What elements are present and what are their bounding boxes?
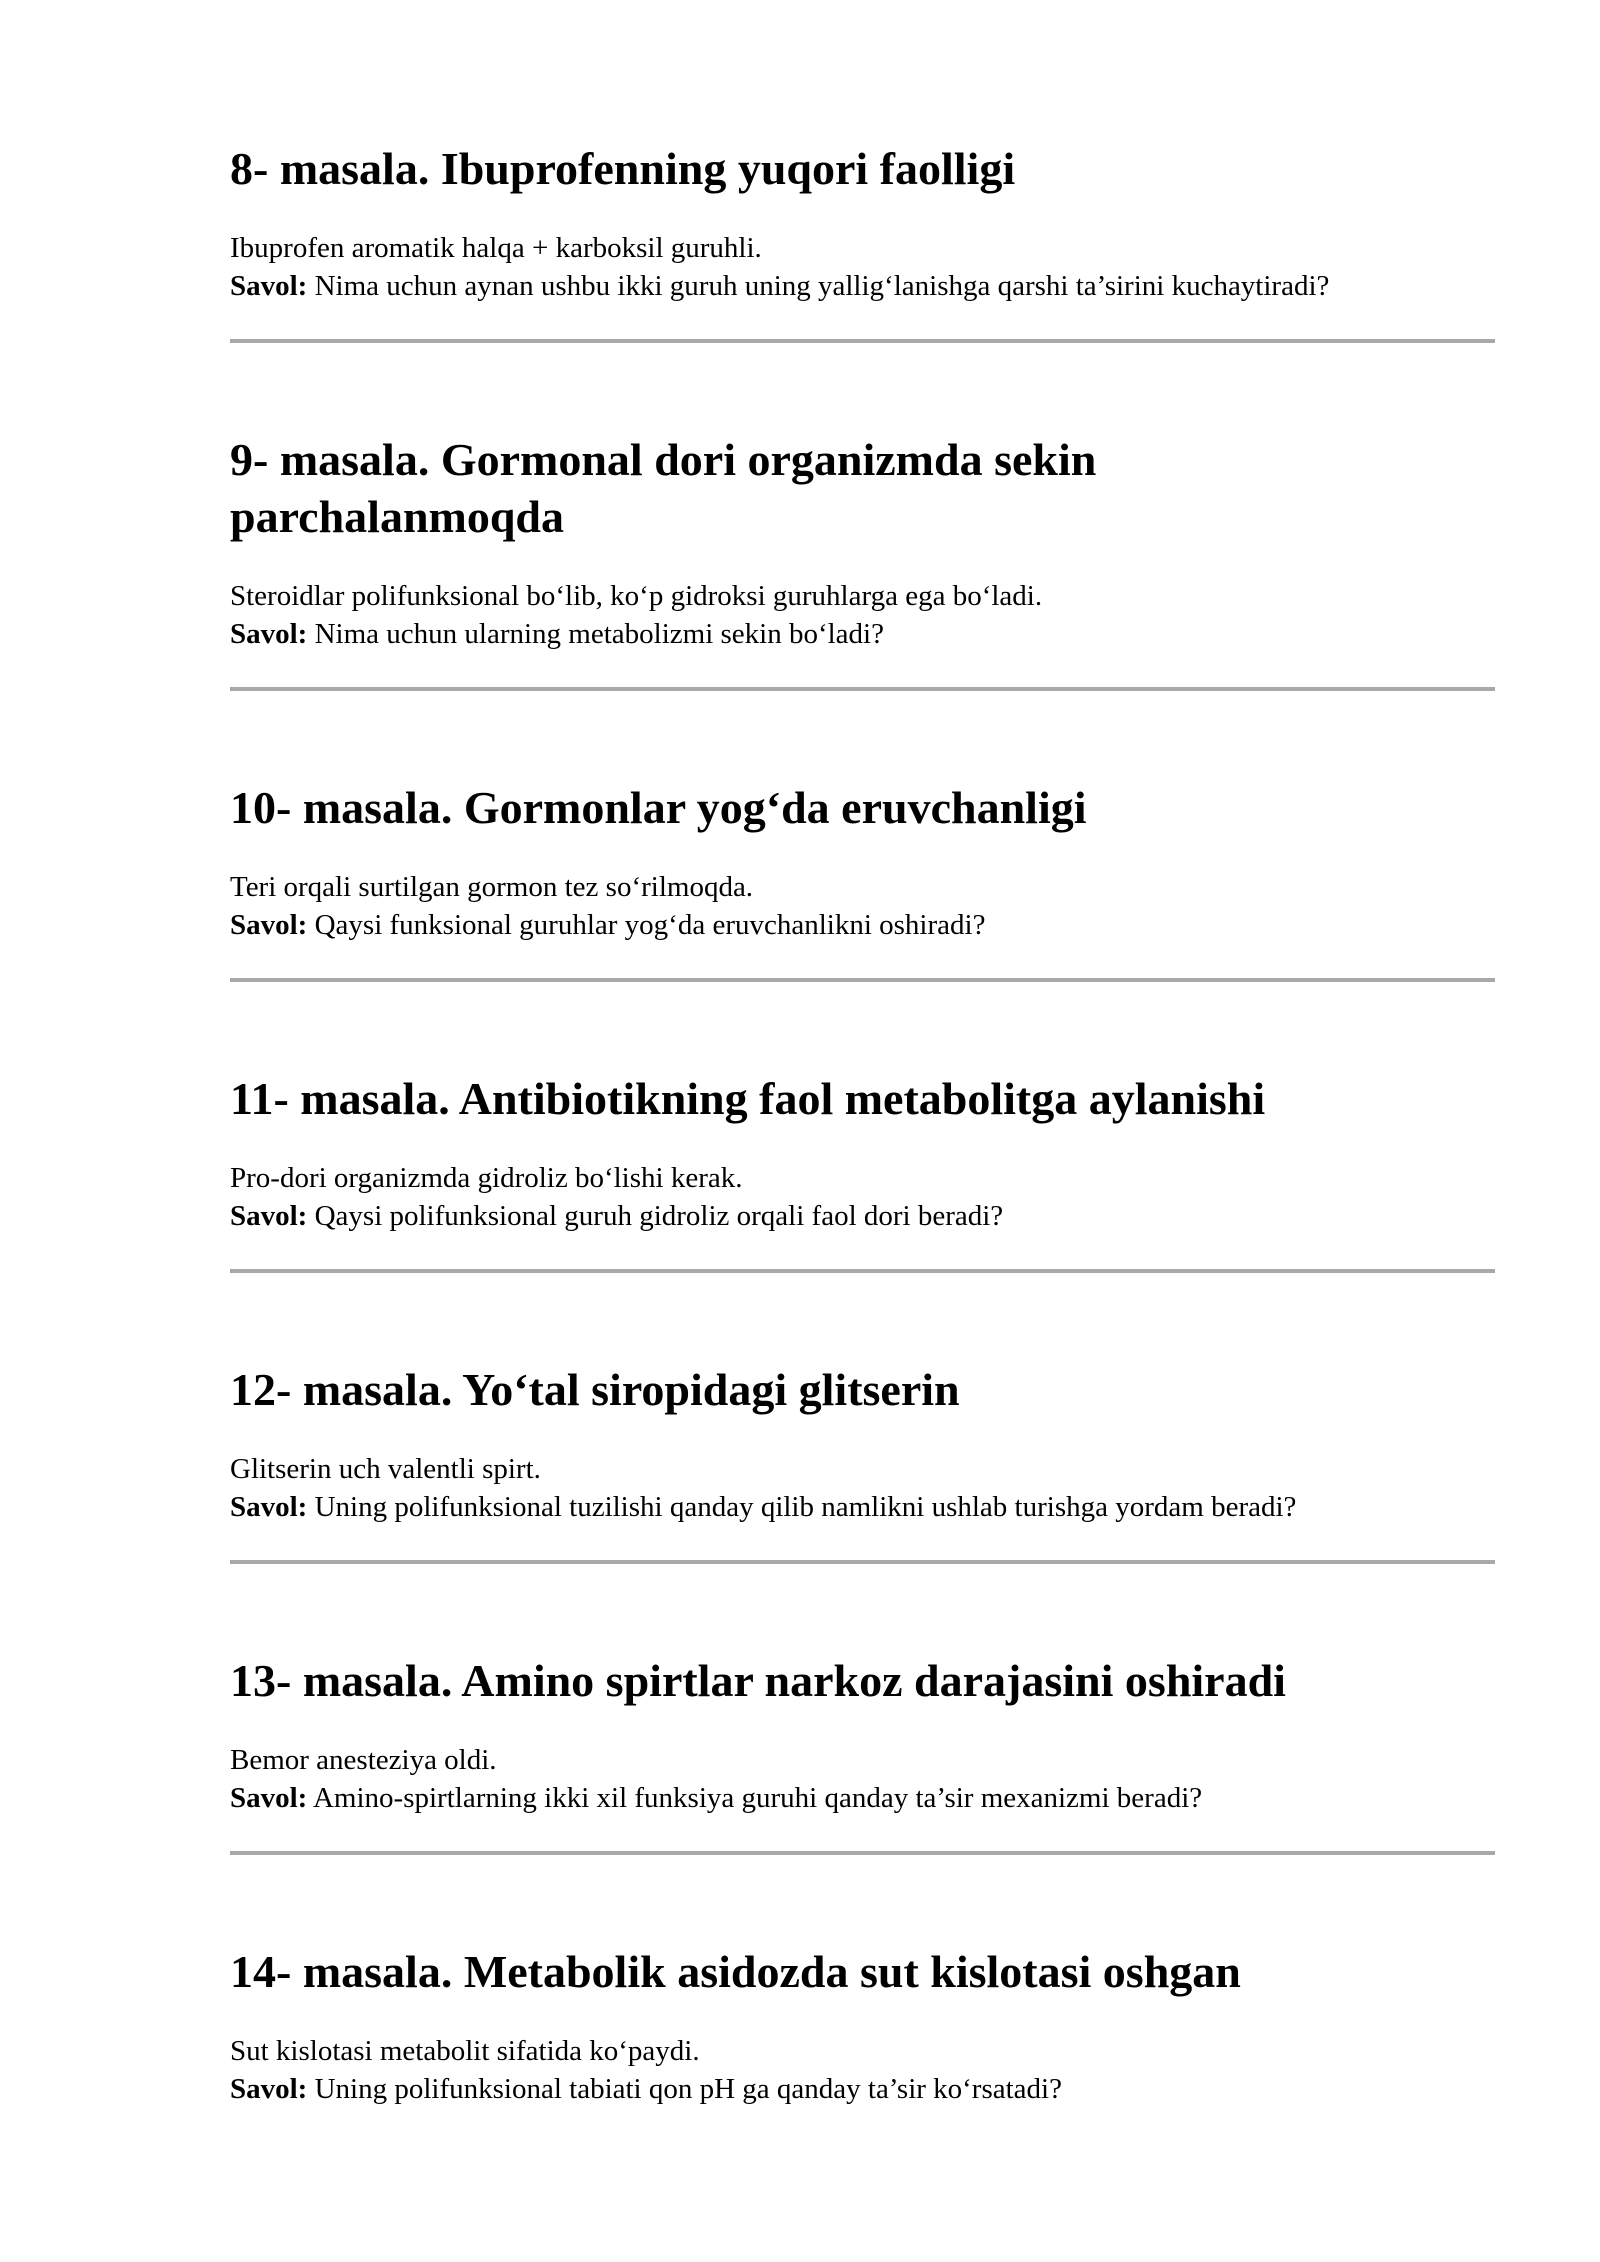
- question-text: Qaysi polifunksional guruh gidroliz orqali faol dori beradi?: [307, 1200, 1004, 1232]
- section-divider: [230, 1269, 1495, 1273]
- problem-12: [230, 1361, 1495, 1564]
- problem-question: [230, 267, 1495, 305]
- problem-statement: Bemor anesteziya oldi.: [230, 1744, 497, 1776]
- problem-statement: Steroidlar polifunksional bo‘lib, ko‘p gidroksi guruhlarga ega bo‘ladi.: [230, 580, 1043, 612]
- problem-question: [230, 1488, 1495, 1526]
- document-page: [230, 140, 1495, 2108]
- problem-8: [230, 140, 1495, 343]
- problem-title: 13- masala. Amino spirtlar narkoz darajasini oshiradi: [230, 1655, 1286, 1706]
- question-text: Nima uchun ularning metabolizmi sekin bo‘ladi?: [307, 618, 884, 650]
- problem-body: [230, 577, 1495, 653]
- problem-body: [230, 2032, 1495, 2108]
- question-label: Savol:: [230, 1782, 308, 1814]
- question-label: Savol:: [230, 909, 308, 941]
- problem-statement: Glitserin uch valentli spirt.: [230, 1453, 541, 1485]
- section-divider: [230, 687, 1495, 691]
- question-label: Savol:: [230, 270, 308, 302]
- problem-title: 10- masala. Gormonlar yog‘da eruvchanligi: [230, 782, 1087, 833]
- question-text: Uning polifunksional tabiati qon pH ga qanday ta’sir ko‘rsatadi?: [307, 2073, 1062, 2105]
- problem-question: [230, 906, 1495, 944]
- problem-statement: Pro-dori organizmda gidroliz bo‘lishi kerak.: [230, 1162, 743, 1194]
- problem-14: [230, 1943, 1495, 2108]
- problem-body: [230, 868, 1495, 944]
- question-label: Savol:: [230, 1491, 308, 1523]
- problem-title: 14- masala. Metabolik asidozda sut kislotasi oshgan: [230, 1946, 1241, 1997]
- problem-statement: Ibuprofen aromatik halqa + karboksil guruhli.: [230, 232, 762, 264]
- problem-title: 12- masala. Yo‘tal siropidagi glitserin: [230, 1364, 960, 1415]
- section-divider: [230, 978, 1495, 982]
- problem-body: [230, 1741, 1495, 1817]
- question-label: Savol:: [230, 1200, 308, 1232]
- problem-11: [230, 1070, 1495, 1273]
- problem-body: [230, 229, 1495, 305]
- question-text: Qaysi funksional guruhlar yog‘da eruvchanlikni oshiradi?: [307, 909, 986, 941]
- question-text: Amino-spirtlarning ikki xil funksiya guruhi qanday ta’sir mexanizmi beradi?: [307, 1782, 1203, 1814]
- problem-question: [230, 615, 1495, 653]
- problem-body: [230, 1159, 1495, 1235]
- problem-13: [230, 1652, 1495, 1855]
- problem-9: [230, 431, 1495, 691]
- problem-title: 8- masala. Ibuprofenning yuqori faolligi: [230, 143, 1016, 194]
- section-divider: [230, 1851, 1495, 1855]
- problem-statement: Sut kislotasi metabolit sifatida ko‘paydi.: [230, 2035, 700, 2067]
- problem-title: 11- masala. Antibiotikning faol metabolitga aylanishi: [230, 1073, 1266, 1124]
- problem-body: [230, 1450, 1495, 1526]
- problem-question: [230, 1779, 1495, 1817]
- problem-question: [230, 1197, 1495, 1235]
- section-divider: [230, 1560, 1495, 1564]
- problem-10: [230, 779, 1495, 982]
- question-label: Savol:: [230, 618, 308, 650]
- question-text: Nima uchun aynan ushbu ikki guruh uning yallig‘lanishga qarshi ta’sirini kuchaytiradi?: [307, 270, 1330, 302]
- problem-statement: Teri orqali surtilgan gormon tez so‘rilmoqda.: [230, 871, 754, 903]
- section-divider: [230, 339, 1495, 343]
- question-text: Uning polifunksional tuzilishi qanday qilib namlikni ushlab turishga yordam beradi?: [307, 1491, 1297, 1523]
- problem-title: 9- masala. Gormonal dori organizmda sekin parchalanmoqda: [230, 434, 1097, 542]
- problem-question: [230, 2070, 1495, 2108]
- question-label: Savol:: [230, 2073, 308, 2105]
